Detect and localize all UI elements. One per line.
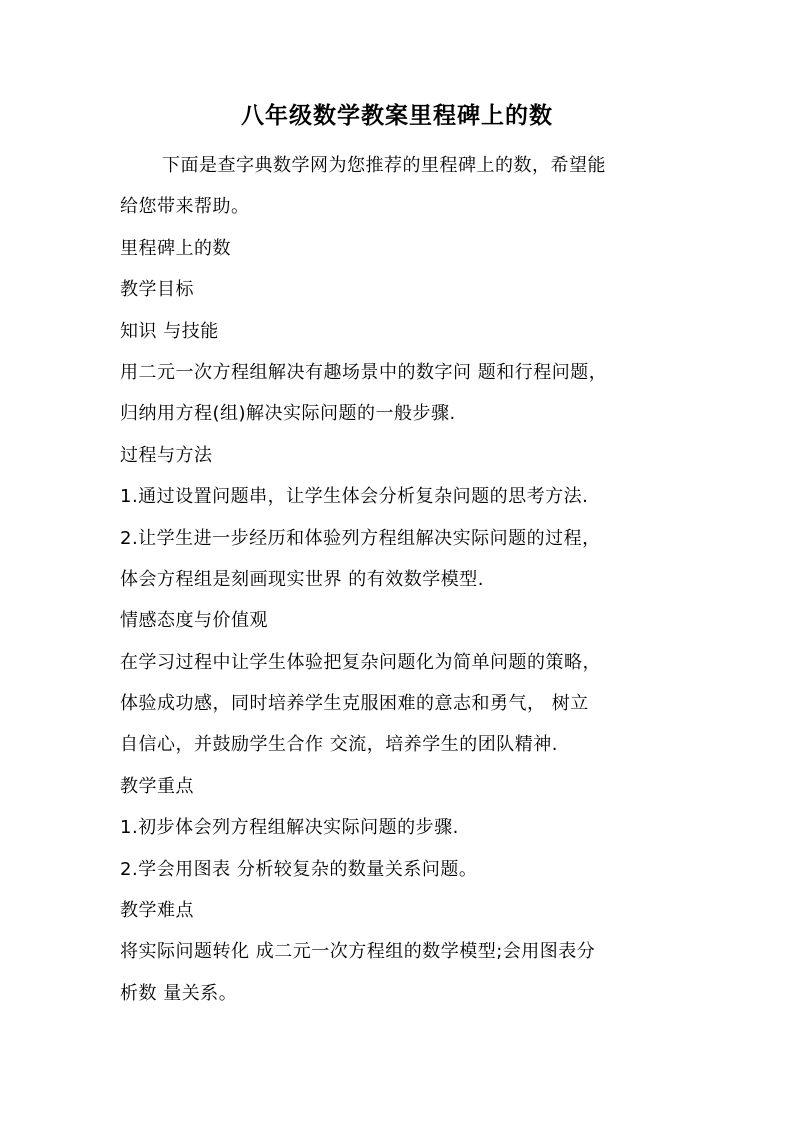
section-heading: 知识 与技能	[120, 320, 219, 342]
section-heading: 教学难点	[120, 900, 194, 922]
paragraph-line: 析数 量关系。	[120, 982, 238, 1004]
list-item: 1.初步体会列方程组解决实际问题的步骤.	[120, 817, 459, 839]
paragraph-line: 在学习过程中让学生体验把复杂问题化为简单问题的策略，	[120, 651, 601, 673]
paragraph-line: 体会方程组是刻画现实世界 的有效数学模型.	[120, 568, 484, 590]
section-heading: 教学重点	[120, 775, 194, 797]
list-item: 1.通过设置问题串，让学生体会分析复杂问题的思考方法.	[120, 486, 589, 508]
section-heading: 情感态度与价值观	[120, 610, 268, 632]
section-heading: 里程碑上的数	[120, 237, 231, 259]
document-body	[120, 145, 680, 1014]
paragraph-line: 归纳用方程(组)解决实际问题的一般步骤.	[120, 403, 456, 425]
document-title: 八年级数学教案里程碑上的数	[241, 103, 553, 129]
list-item: 2.学会用图表 分析较复杂的数量关系问题。	[120, 858, 478, 880]
paragraph-line: 体验成功感，同时培养学生克服困难的意志和勇气， 树立	[120, 693, 589, 715]
paragraph-line: 自信心，并鼓励学生合作 交流，培养学生的团队精神.	[120, 734, 558, 756]
section-heading: 教学目标	[120, 279, 194, 301]
list-item: 2.让学生进一步经历和体验列方程组解决实际问题的过程，	[120, 527, 601, 549]
paragraph-line: 将实际问题转化 成二元一次方程组的数学模型;会用图表分	[120, 941, 596, 963]
paragraph-line: 下面是查字典数学网为您推荐的里程碑上的数，希望能	[162, 155, 606, 176]
section-heading: 过程与方法	[120, 444, 213, 466]
paragraph-line: 给您带来帮助。	[120, 196, 250, 218]
paragraph-line: 用二元一次方程组解决有趣场景中的数字问 题和行程问题，	[120, 361, 608, 383]
